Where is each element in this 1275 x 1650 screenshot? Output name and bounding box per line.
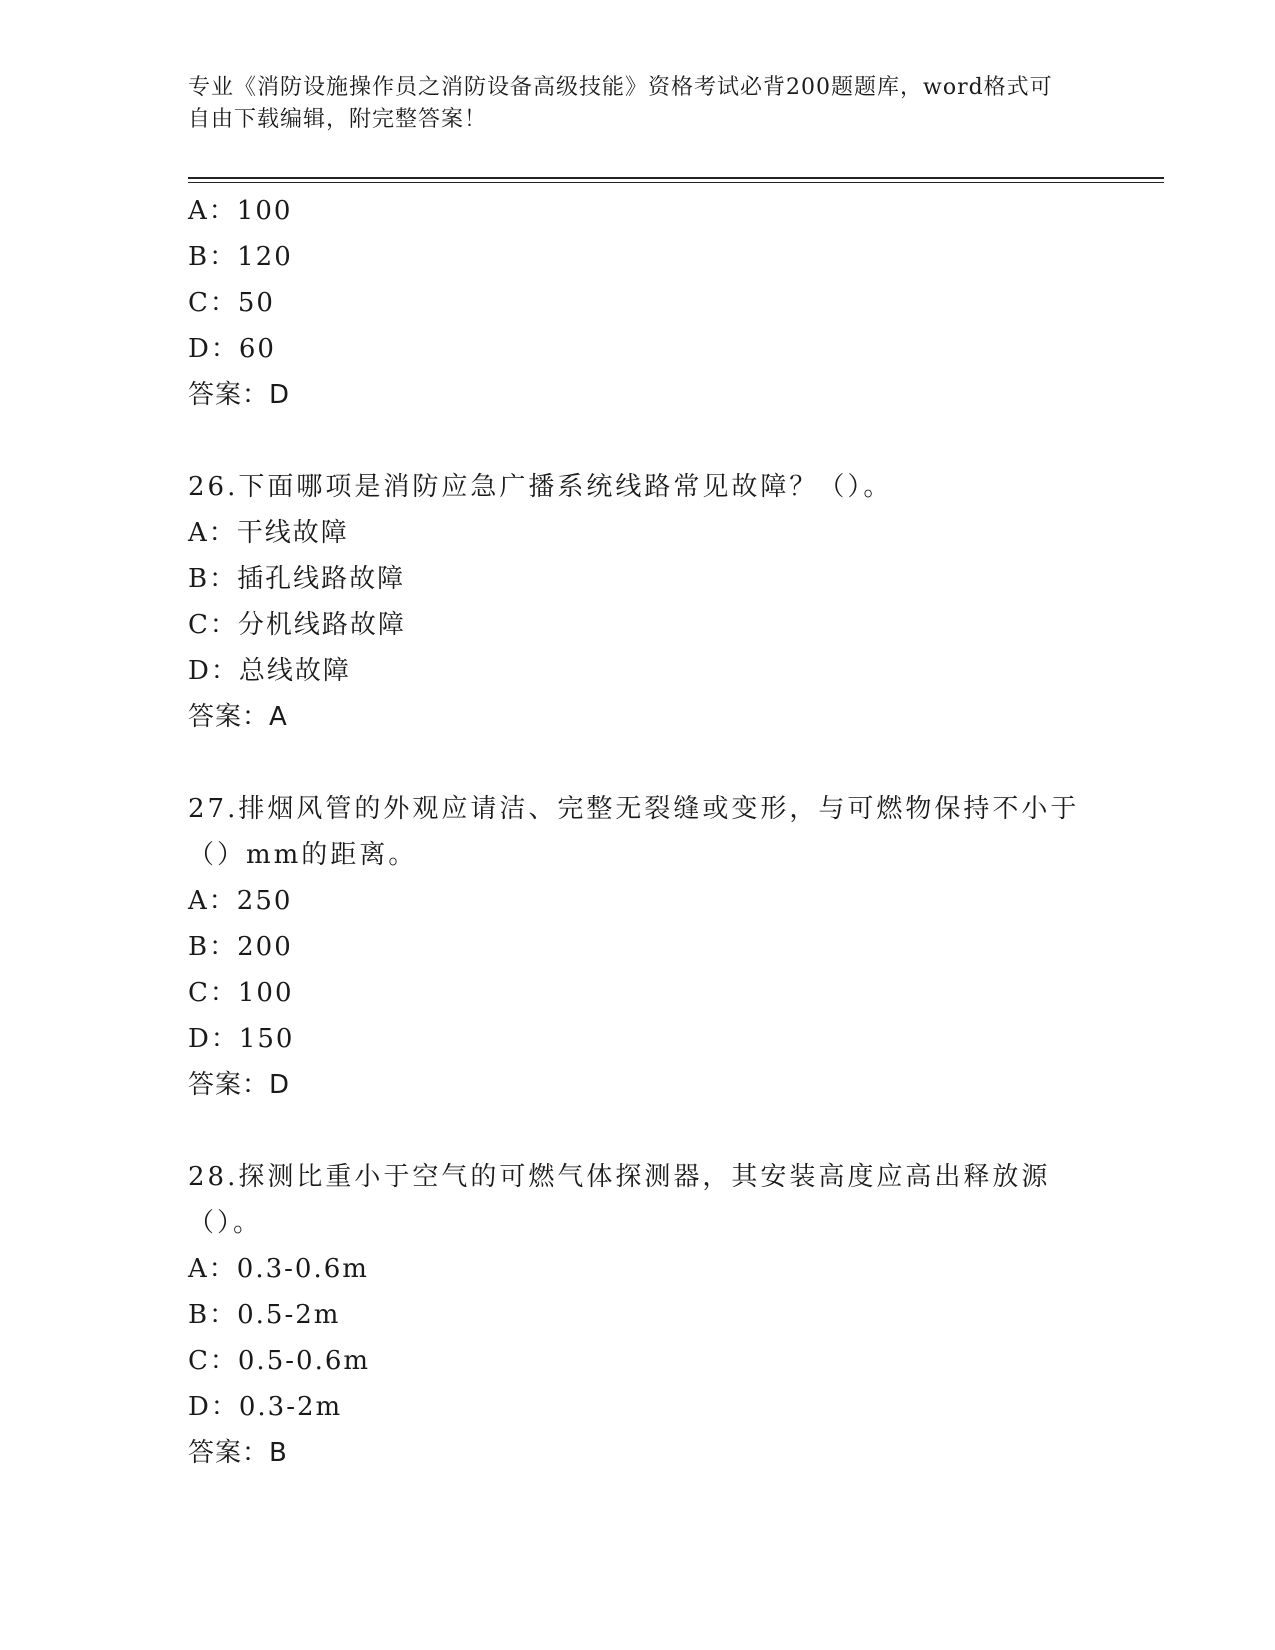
option-c: C：100 <box>188 978 294 1008</box>
option-b: B：插孔线路故障 <box>188 564 406 594</box>
option-a: A：干线故障 <box>188 518 349 548</box>
option-a: A：0.3-0.6m <box>188 1254 369 1284</box>
question-text: 27.排烟风管的外观应请洁、完整无裂缝或变形，与可燃物保持不小于（）mm的距离。 <box>188 794 1080 870</box>
option-d: D：60 <box>188 334 276 364</box>
question-text: 26.下面哪项是消防应急广播系统线路常见故障？（）。 <box>188 472 893 502</box>
answer-line: 答案：A <box>188 702 288 732</box>
question-block-25 <box>188 188 1088 418</box>
option-d: D：0.3-2m <box>188 1392 343 1422</box>
option-c: C：分机线路故障 <box>188 610 406 640</box>
header-divider-thin <box>188 182 1164 183</box>
question-block-27 <box>188 786 1088 1108</box>
option-b: B：120 <box>188 242 293 272</box>
option-c: C：50 <box>188 288 275 318</box>
spacer <box>188 740 1088 786</box>
spacer <box>188 1108 1088 1154</box>
question-block-28 <box>188 1154 1088 1476</box>
question-text: 28.探测比重小于空气的可燃气体探测器，其安装高度应高出释放源（）。 <box>188 1162 1051 1238</box>
answer-line: 答案：D <box>188 380 291 410</box>
option-d: D：总线故障 <box>188 656 351 686</box>
answer-line: 答案：D <box>188 1070 291 1100</box>
option-b: B：0.5-2m <box>188 1300 341 1330</box>
question-list <box>188 188 1088 1476</box>
question-block-26 <box>188 464 1088 740</box>
spacer <box>188 418 1088 464</box>
option-b: B：200 <box>188 932 293 962</box>
answer-line: 答案：B <box>188 1438 288 1468</box>
document-header: 专业《消防设施操作员之消防设备高级技能》资格考试必背200题题库，word格式可自由下载编辑，附完整答案！ <box>188 75 1053 132</box>
option-a: A：100 <box>188 196 293 226</box>
option-d: D：150 <box>188 1024 295 1054</box>
header-divider-thick <box>188 177 1164 179</box>
option-c: C：0.5-0.6m <box>188 1346 371 1376</box>
option-a: A：250 <box>188 886 293 916</box>
